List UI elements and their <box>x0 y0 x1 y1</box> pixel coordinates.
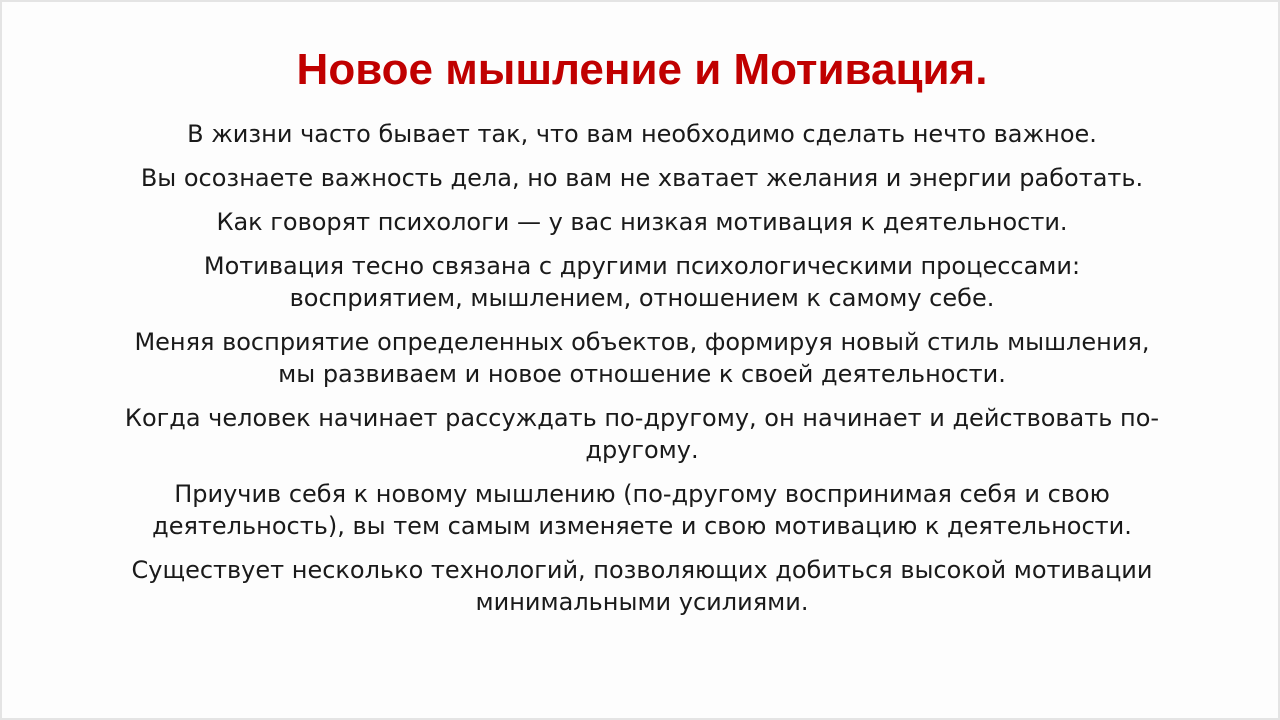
paragraph-line: Когда человек начинает рассуждать по-другому, он начинает и действовать по- <box>124 404 1160 432</box>
paragraph-line: Приучив себя к новому мышлению (по-другому воспринимая себя и свою <box>174 480 1110 508</box>
paragraph-7 <box>82 478 1202 542</box>
paragraph-line: другому. <box>585 436 699 464</box>
paragraph-line: минимальными усилиями. <box>475 588 809 616</box>
slide-body <box>82 118 1202 630</box>
paragraph-line: Существует несколько технологий, позволяющих добиться высокой мотивации <box>131 556 1153 584</box>
paragraph-4 <box>82 250 1202 314</box>
paragraph-5 <box>82 326 1202 390</box>
slide-title: Новое мышление и Мотивация. <box>296 45 988 94</box>
paragraph-6 <box>82 402 1202 466</box>
paragraph-line: мы развиваем и новое отношение к своей деятельности. <box>278 360 1006 388</box>
paragraph-line: Меняя восприятие определенных объектов, формируя новый стиль мышления, <box>134 328 1150 356</box>
paragraph-1 <box>82 118 1202 150</box>
paragraph-line: восприятием, мышлением, отношением к самому себе. <box>289 284 995 312</box>
paragraph-line: Как говорят психологи — у вас низкая мотивация к деятельности. <box>216 208 1068 236</box>
paragraph-line: Вы осознаете важность дела, но вам не хватает желания и энергии работать. <box>140 164 1144 192</box>
paragraph-2 <box>82 162 1202 194</box>
paragraph-line: В жизни часто бывает так, что вам необходимо сделать нечто важное. <box>187 120 1097 148</box>
paragraph-3 <box>82 206 1202 238</box>
paragraph-8 <box>82 554 1202 618</box>
paragraph-line: деятельность), вы тем самым изменяете и свою мотивацию к деятельности. <box>152 512 1132 540</box>
paragraph-line: Мотивация тесно связана с другими психологическими процессами: <box>203 252 1081 280</box>
